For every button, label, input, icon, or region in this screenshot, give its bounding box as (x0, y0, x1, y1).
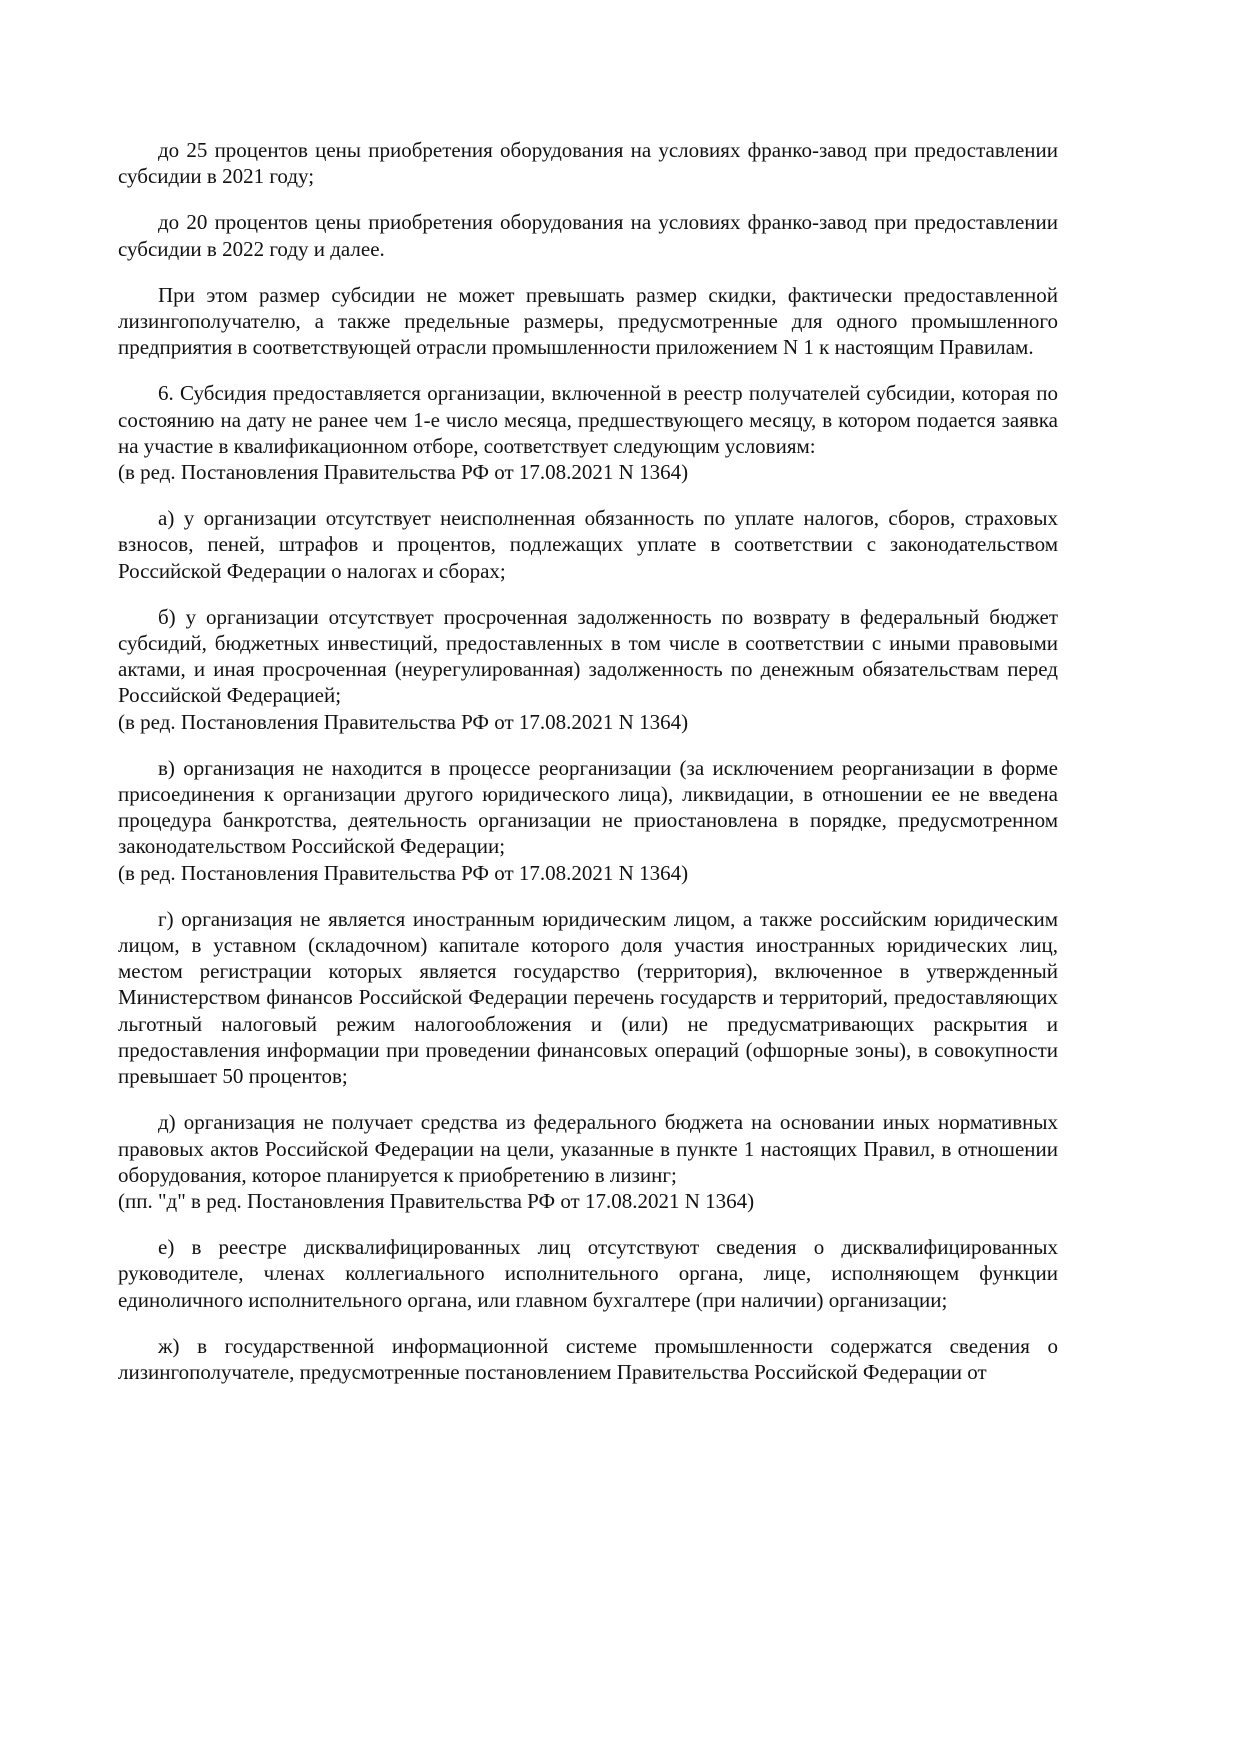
paragraph: е) в реестре дисквалифицированных лиц отсутствуют сведения о дисквалифицированных руководителе, членах коллегиального исполнительного органа, лице, исполняющем функции единоличного исполнительного органа, или главном бухгалтере (при наличии) организации; (118, 1235, 1058, 1312)
amendment-reference: (в ред. Постановления Правительства РФ от 17.08.2021 N 1364) (118, 460, 689, 485)
paragraph: ж) в государственной информационной системе промышленности содержатся сведения о лизингополучателе, предусмотренные постановлением Правительства Российской Федерации от (118, 1333, 1058, 1384)
paragraph: г) организация не является иностранным юридическим лицом, а также российским юридическим лицом, в уставном (складочном) капитале которого доля участия иностранных юридических лиц, местом регистрации которых является государство (территория), включенное в утвержденный Министерством финансов Российской Федерации перечень государств и территорий, предоставляющих льготный налоговый режим налогообложения и (или) не предусматривающих раскрытия и предоставления информации при проведении финансовых операций (офшорные зоны), в совокупности превышает 50 процентов; (118, 906, 1058, 1089)
paragraph: При этом размер субсидии не может превышать размер скидки, фактически предоставленной лизингополучателю, а также предельные размеры, предусмотренные для одного промышленного предприятия в соответствующей отрасли промышленности приложением N 1 к настоящим Правилам. (118, 282, 1058, 360)
paragraph: до 25 процентов цены приобретения оборудования на условиях франко-завод при предоставлении субсидии в 2021 году; (118, 138, 1058, 189)
paragraph: в) организация не находится в процессе реорганизации (за исключением реорганизации в форме присоединения к организации другого юридического лица), ликвидации, в отношении ее не введена процедура банкротства, деятельность организации не приостановлена в порядке, предусмотренном законодательством Российской Федерации; (118, 755, 1058, 859)
paragraph: а) у организации отсутствует неисполненная обязанность по уплате налогов, сборов, страховых взносов, пеней, штрафов и процентов, подлежащих уплате в соответствии с законодательством Российской Федерации о налогах и сборах; (118, 506, 1058, 583)
paragraph: б) у организации отсутствует просроченная задолженность по возврату в федеральный бюджет субсидий, бюджетных инвестиций, предоставленных в том числе в соответствии с иными правовыми актами, и иная просроченная (неурегулированная) задолженность по денежным обязательствам перед Российской Федерацией; (118, 604, 1058, 708)
amendment-reference: (в ред. Постановления Правительства РФ от 17.08.2021 N 1364) (118, 860, 689, 885)
amendment-reference: (в ред. Постановления Правительства РФ от 17.08.2021 N 1364) (118, 709, 689, 734)
paragraph: д) организация не получает средства из федерального бюджета на основании иных нормативных правовых актов Российской Федерации на цели, указанные в пункте 1 настоящих Правил, в отношении оборудования, которое планируется к приобретению в лизинг; (118, 1110, 1058, 1187)
amendment-reference: (пп. "д" в ред. Постановления Правительства РФ от 17.08.2021 N 1364) (118, 1188, 755, 1213)
paragraph: до 20 процентов цены приобретения оборудования на условиях франко-завод при предоставлении субсидии в 2022 году и далее. (118, 210, 1058, 261)
document-page (118, 137, 1058, 1385)
paragraph: 6. Субсидия предоставляется организации, включенной в реестр получателей субсидии, которая по состоянию на дату не ранее чем 1-е число месяца, предшествующего месяцу, в котором подается заявка на участие в квалификационном отборе, соответствует следующим условиям: (118, 381, 1058, 458)
